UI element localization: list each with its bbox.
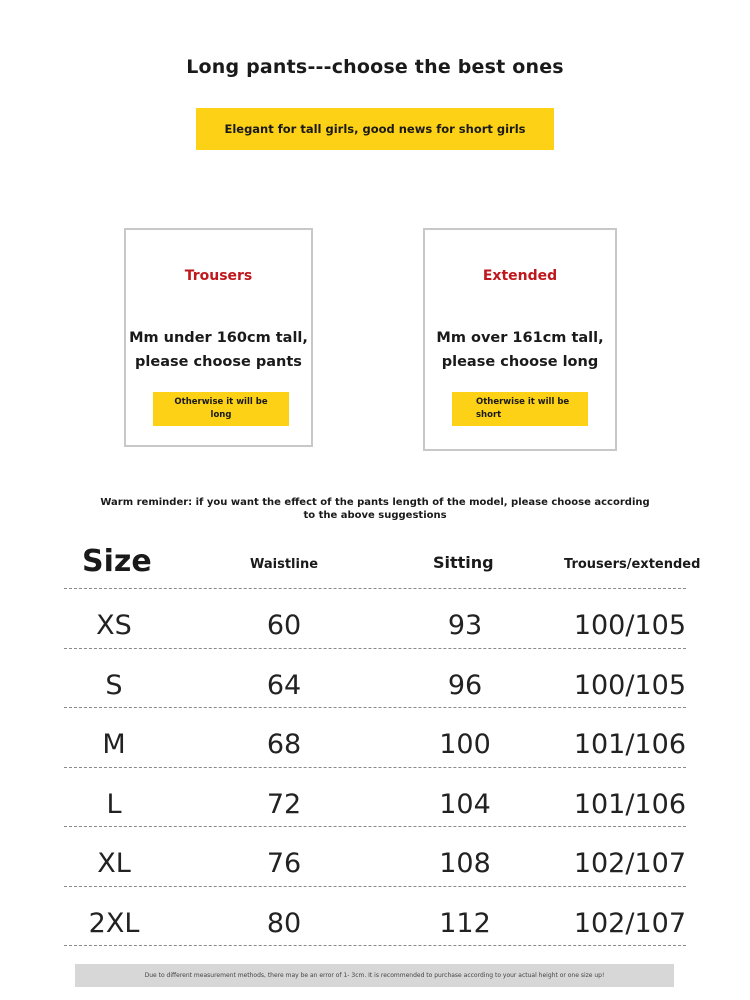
size-table [64,540,701,946]
cell-trousers: 100/105 [573,610,686,641]
cell-size: L [106,788,122,820]
cell-trousers: 102/107 [573,907,686,939]
table-row [64,768,686,828]
cell-waist: 80 [266,907,302,939]
cell-sitting: 108 [439,848,491,879]
card-note: Otherwise it will be short [452,392,588,426]
cell-sitting: 93 [447,610,483,641]
table-header [64,540,701,589]
header-size: Size [82,544,152,579]
table-row [64,887,686,947]
card-title: Trousers [184,268,253,284]
cell-size: M [102,729,126,760]
page-title: Long pants---choose the best ones [186,56,564,78]
cell-trousers: 100/105 [573,669,686,701]
cell-sitting: 100 [439,729,491,760]
cell-sitting: 96 [447,669,483,701]
table-row [64,589,686,649]
info-banner: Elegant for tall girls, good news for short girls [196,108,554,150]
cell-waist: 68 [266,729,302,760]
warm-reminder: Warm reminder: if you want the effect of the pants length of the model, please choose according to the above suggestions [100,497,650,521]
table-row [64,649,686,709]
card-trousers [124,228,313,447]
card-line-2: please choose pants [135,354,302,370]
header-trousers: Trousers/extended [564,557,701,572]
table-row [64,827,686,887]
header-sitting: Sitting [433,553,494,572]
card-line-1: Mm over 161cm tall, [436,330,604,346]
cell-trousers: 101/106 [573,729,686,760]
card-line-1: Mm under 160cm tall, [129,330,308,346]
footer-disclaimer: Due to different measurement methods, there may be an error of 1- 3cm. It is recommended to purchase according to your actual height or one size up! [75,964,674,987]
cell-waist: 72 [266,788,302,820]
cell-size: XL [97,848,131,879]
cell-waist: 60 [266,610,302,641]
header-waistline: Waistline [250,557,319,572]
card-title: Extended [482,268,558,284]
cell-waist: 76 [266,848,302,879]
card-note: Otherwise it will be long [153,392,289,426]
cell-size: XS [96,610,132,641]
cell-sitting: 112 [439,907,491,939]
cell-trousers: 101/106 [573,788,686,820]
card-body [126,326,311,374]
cell-sitting: 104 [439,788,491,820]
card-body [425,326,615,374]
cell-waist: 64 [266,669,302,701]
cell-size: 2XL [88,907,140,939]
card-extended [423,228,617,451]
table-row [64,708,686,768]
cell-size: S [105,669,123,701]
cell-trousers: 102/107 [573,848,686,879]
card-line-2: please choose long [441,354,599,370]
